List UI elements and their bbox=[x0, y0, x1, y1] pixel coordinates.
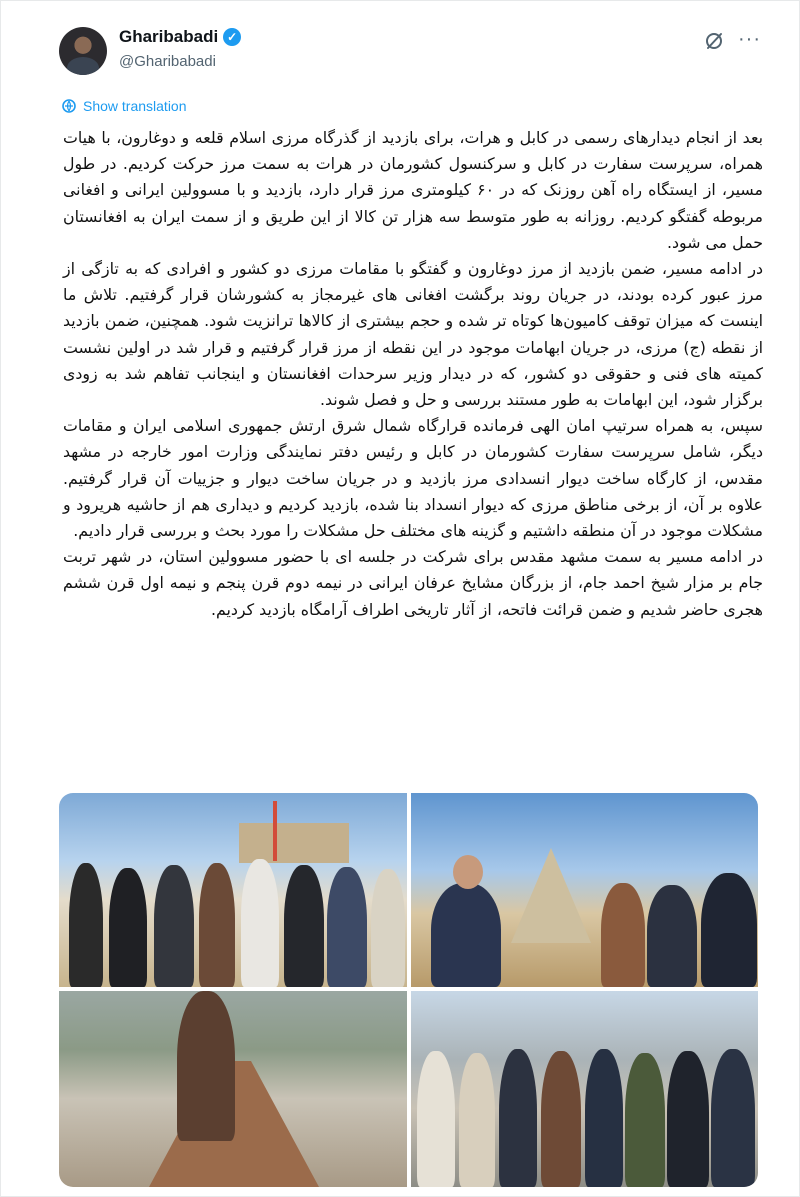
person-figure bbox=[154, 865, 194, 987]
person-figure bbox=[585, 1049, 623, 1187]
author-name-row[interactable] bbox=[119, 27, 241, 47]
translate-icon bbox=[61, 98, 77, 114]
person-figure bbox=[417, 1051, 455, 1187]
person-figure bbox=[499, 1049, 537, 1187]
person-figure bbox=[667, 1051, 709, 1187]
photo-delegation-walking[interactable] bbox=[59, 793, 407, 987]
photo-border-marker[interactable] bbox=[411, 793, 758, 987]
person-figure bbox=[327, 867, 367, 987]
author-name[interactable]: Gharibabadi bbox=[119, 27, 219, 46]
photo-industrial-site[interactable] bbox=[411, 991, 758, 1187]
person-figure bbox=[711, 1049, 755, 1187]
tweet-paragraph: بعد از انجام دیدارهای رسمی در کابل و هرات، برای بازدید از گذرگاه مرزی اسلام قلعه و دوغارون، با هیات همراه، سرپرست سفارت در کابل و سرکنسول کشورمان در هرات به سمت مرز حرکت کردیم. در طول مسیر، از ایستگاه راه آهن روزنک که در ۶۰ کیلومتری مرز قرار دارد، بازدید و با مسوولین ایرانی و افغانی مربوطه گفتگو کردیم. روزانه به طور متوسط سه هزار تن کالا از این طریق و از سمت ایران به افغانستان حمل می شود. bbox=[63, 128, 763, 252]
border-marker-shape bbox=[511, 848, 591, 943]
author-handle[interactable]: @Gharibabadi bbox=[119, 53, 216, 70]
person-figure bbox=[69, 863, 103, 987]
grok-icon[interactable] bbox=[704, 31, 724, 51]
avatar[interactable] bbox=[59, 27, 107, 75]
person-figure bbox=[177, 991, 235, 1141]
person-figure bbox=[241, 859, 279, 987]
photo-shrine-carpet[interactable] bbox=[59, 991, 407, 1187]
person-figure bbox=[601, 883, 645, 987]
verified-badge-icon: ✓ bbox=[223, 28, 241, 46]
person-figure bbox=[541, 1051, 581, 1187]
tweet-paragraph: سپس، به همراه سرتیپ امان الهی فرمانده قرارگاه شمال شرق ارتش جمهوری اسلامی ایران و مقامات دیگر، شامل سرپرست سفارت کشورمان در کابل و رئیس دفتر نمایندگی وزارت امور خارجه در مشهد مقدس، از کارگاه ساخت دیوار انسدادی مرز بازدید و در جریان ساخت دیوار و جزییات آن قرار گرفتیم. علاوه بر آن، از برخی مناطق مرزی که دیوار انسداد بنا شده، بازدید کردیم و دیداری هم از حاشیه هریرود و مشکلات موجود در آن منطقه داشتیم و گزینه های مختلف حل مشکلات را مورد بحث و بررسی قرار دادیم. bbox=[63, 416, 763, 541]
person-figure bbox=[431, 883, 501, 987]
person-figure bbox=[109, 868, 147, 987]
show-translation-label[interactable]: Show translation bbox=[83, 98, 187, 114]
tweet-paragraph: در ادامه مسیر، ضمن بازدید از مرز دوغارون و گفتگو با مقامات مرزی دو کشور و افرادی که به تازگی از مرز عبور کرده بودند، در جریان روند برگشت افغانی های غیرمجاز به کشورشان قرار گرفتیم. تلاش ما اینست که میزان توقف کامیون‌ها کوتاه تر شده و حجم بیشتری از کالاها ترانزیت شود. همچنین، ضمن بازدید از نقطه (ج) مرزی، در جریان ابهامات موجود در این نقطه از مرز قرار گرفتیم و قرار شد در اولین نشست کمیته های فنی و حقوقی دو کشور، که در دیدار وزیر سرحدات افغانستان و اینجانب تفاهم شد به زودی برگزار شود، این ابهامات به طور مستند بررسی و حل و فصل شوند. bbox=[63, 259, 763, 410]
show-translation-link[interactable] bbox=[61, 98, 187, 114]
person-head bbox=[453, 855, 483, 889]
person-figure bbox=[371, 869, 405, 987]
person-figure bbox=[284, 865, 324, 987]
building-shape bbox=[239, 823, 349, 863]
person-figure bbox=[625, 1053, 665, 1187]
tweet-paragraph: در ادامه مسیر به سمت مشهد مقدس برای شرکت در جلسه ای با حضور مسوولین استان، در شهر تربت جام بر مزار شیخ احمد جام، از بزرگان مشایخ عرفان ایرانی در نیمه دوم قرن پنجم و نیمه اول قرن ششم هجری حاضر شدیم و ضمن قرائت فاتحه، از آثار تاریخی اطراف آرامگاه بازدید کردیم. bbox=[63, 547, 763, 619]
person-figure bbox=[459, 1053, 495, 1187]
person-figure bbox=[647, 885, 697, 987]
person-figure bbox=[701, 873, 757, 987]
person-figure bbox=[199, 863, 235, 987]
more-options-icon[interactable]: ··· bbox=[738, 28, 761, 50]
media-grid bbox=[59, 793, 758, 1187]
tweet-text bbox=[63, 125, 763, 623]
radio-tower-shape bbox=[273, 801, 277, 861]
